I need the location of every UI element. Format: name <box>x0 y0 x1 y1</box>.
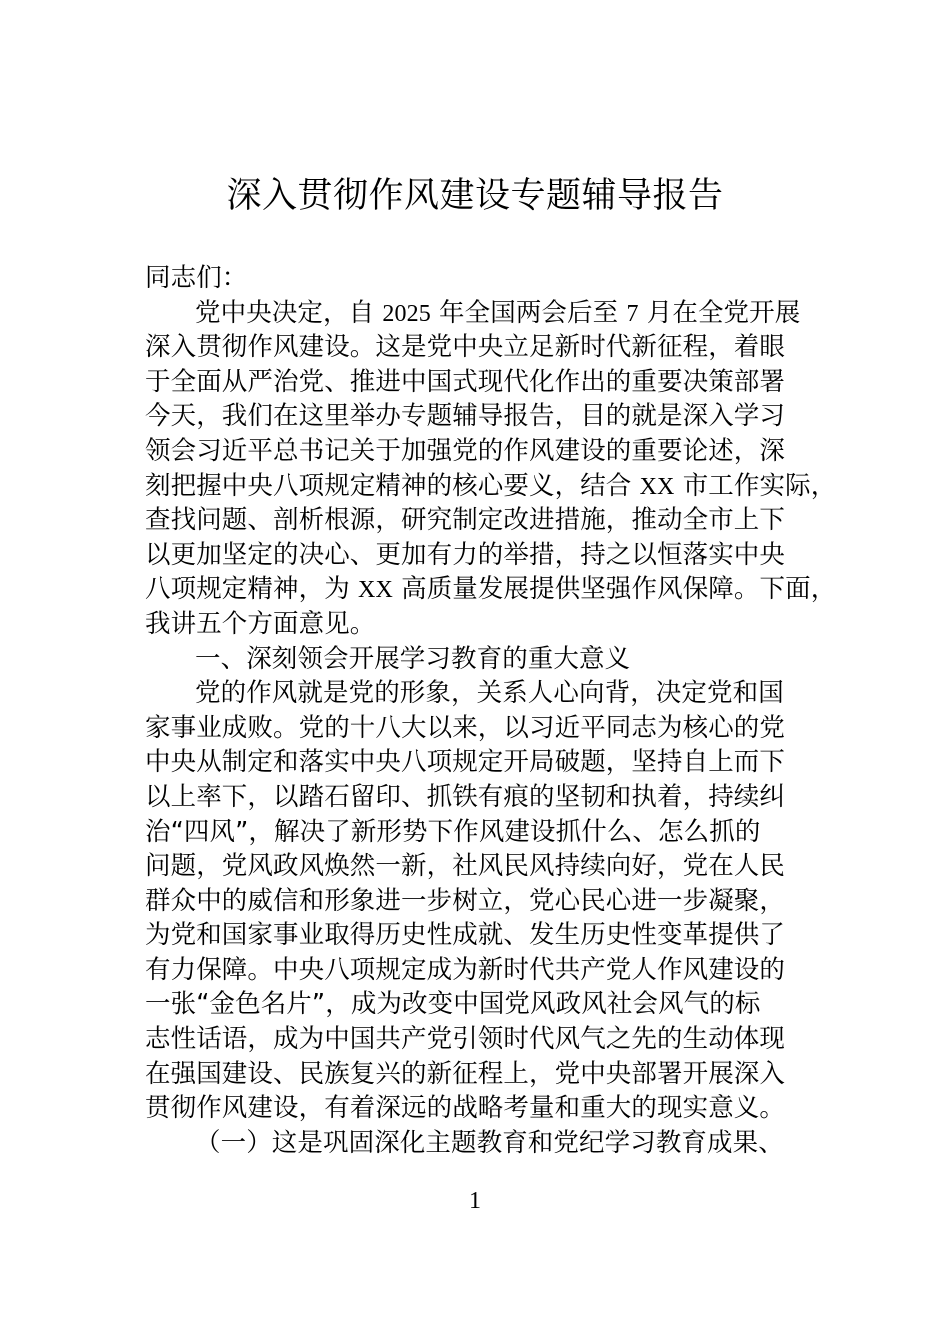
paragraph-line <box>145 572 835 607</box>
paragraph-line: 志性话语，成为中国共产党引领时代风气之先的生动体现 <box>145 1024 786 1055</box>
paragraph-line: 贯彻作风建设，有着深远的战略考量和重大的现实意义。 <box>145 1093 786 1124</box>
placeholder-xx: XX <box>639 473 675 500</box>
paragraph-line: 治“四风”，解决了新形势下作风建设抓什么、怎么抓的 <box>145 816 761 847</box>
text-run: 刻把握中央八项规定精神的核心要义，结合 <box>145 470 640 501</box>
paragraph-line: 群众中的威信和形象进一步树立，党心民心进一步凝聚， <box>145 885 786 916</box>
document-title: 深入贯彻作风建设专题辅导报告 <box>226 176 724 216</box>
paragraph-line: 家事业成败。党的十八大以来，以习近平同志为核心的党 <box>145 712 786 743</box>
paragraph-line: 有力保障。中央八项规定成为新时代共产党人作风建设的 <box>145 954 786 985</box>
text-run: 八项规定精神，为 <box>145 574 359 605</box>
paragraph-line: 以上率下，以踏石留印、抓铁有痕的坚韧和执着，持续纠 <box>145 781 786 812</box>
text-run: 年全国两会后至 <box>430 297 627 328</box>
paragraph-line: 在强国建设、民族复兴的新征程上，党中央部署开展深入 <box>145 1058 786 1089</box>
page-number: 1 <box>469 1188 481 1214</box>
salutation: 同志们： <box>145 263 248 293</box>
text-run: 党中央决定，自 <box>195 297 383 328</box>
paragraph-line: 我讲五个方面意见。 <box>145 608 376 639</box>
paragraph-line: 一张“金色名片”，成为改变中国党风政风社会风气的标 <box>145 989 761 1020</box>
text-run: 高质量发展提供坚强作风保障。下面， <box>392 574 837 605</box>
paragraph-line: 以更加坚定的决心、更加有力的举措，持之以恒落实中央 <box>145 539 786 570</box>
text-run: 市工作实际， <box>674 470 837 501</box>
paragraph-line <box>145 296 835 331</box>
placeholder-xx: XX <box>358 577 393 604</box>
paragraph-line: 问题，党风政风焕然一新，社风民风持续向好，党在人民 <box>145 851 786 882</box>
paragraph-line <box>145 469 835 504</box>
paragraph-line: 深入贯彻作风建设。这是党中央立足新时代新征程，着眼 <box>145 332 786 363</box>
paragraph-line: 查找问题、剖析根源，研究制定改进措施，推动全市上下 <box>145 505 786 536</box>
month-number: 7 <box>626 300 639 327</box>
year-number: 2025 <box>382 300 431 327</box>
paragraph-line: 党的作风就是党的形象，关系人心向背，决定党和国 <box>195 678 784 709</box>
text-run: 月在全党开展 <box>638 297 801 328</box>
section-heading: 一、深刻领会开展学习教育的重大意义 <box>195 643 631 674</box>
paragraph-line: 今天，我们在这里举办专题辅导报告，目的就是深入学习 <box>145 401 786 432</box>
paragraph-line: 于全面从严治党、推进中国式现代化作出的重要决策部署 <box>145 366 786 397</box>
paragraph-line: 为党和国家事业取得历史性成就、发生历史性变革提供了 <box>145 920 786 951</box>
document-body <box>145 261 835 1160</box>
paragraph-line: 中央从制定和落实中央八项规定开局破题，坚持自上而下 <box>145 747 786 778</box>
subsection-heading: （一）这是巩固深化主题教育和党纪学习教育成果、 <box>195 1127 784 1158</box>
paragraph-line: 领会习近平总书记关于加强党的作风建设的重要论述，深 <box>145 435 786 466</box>
